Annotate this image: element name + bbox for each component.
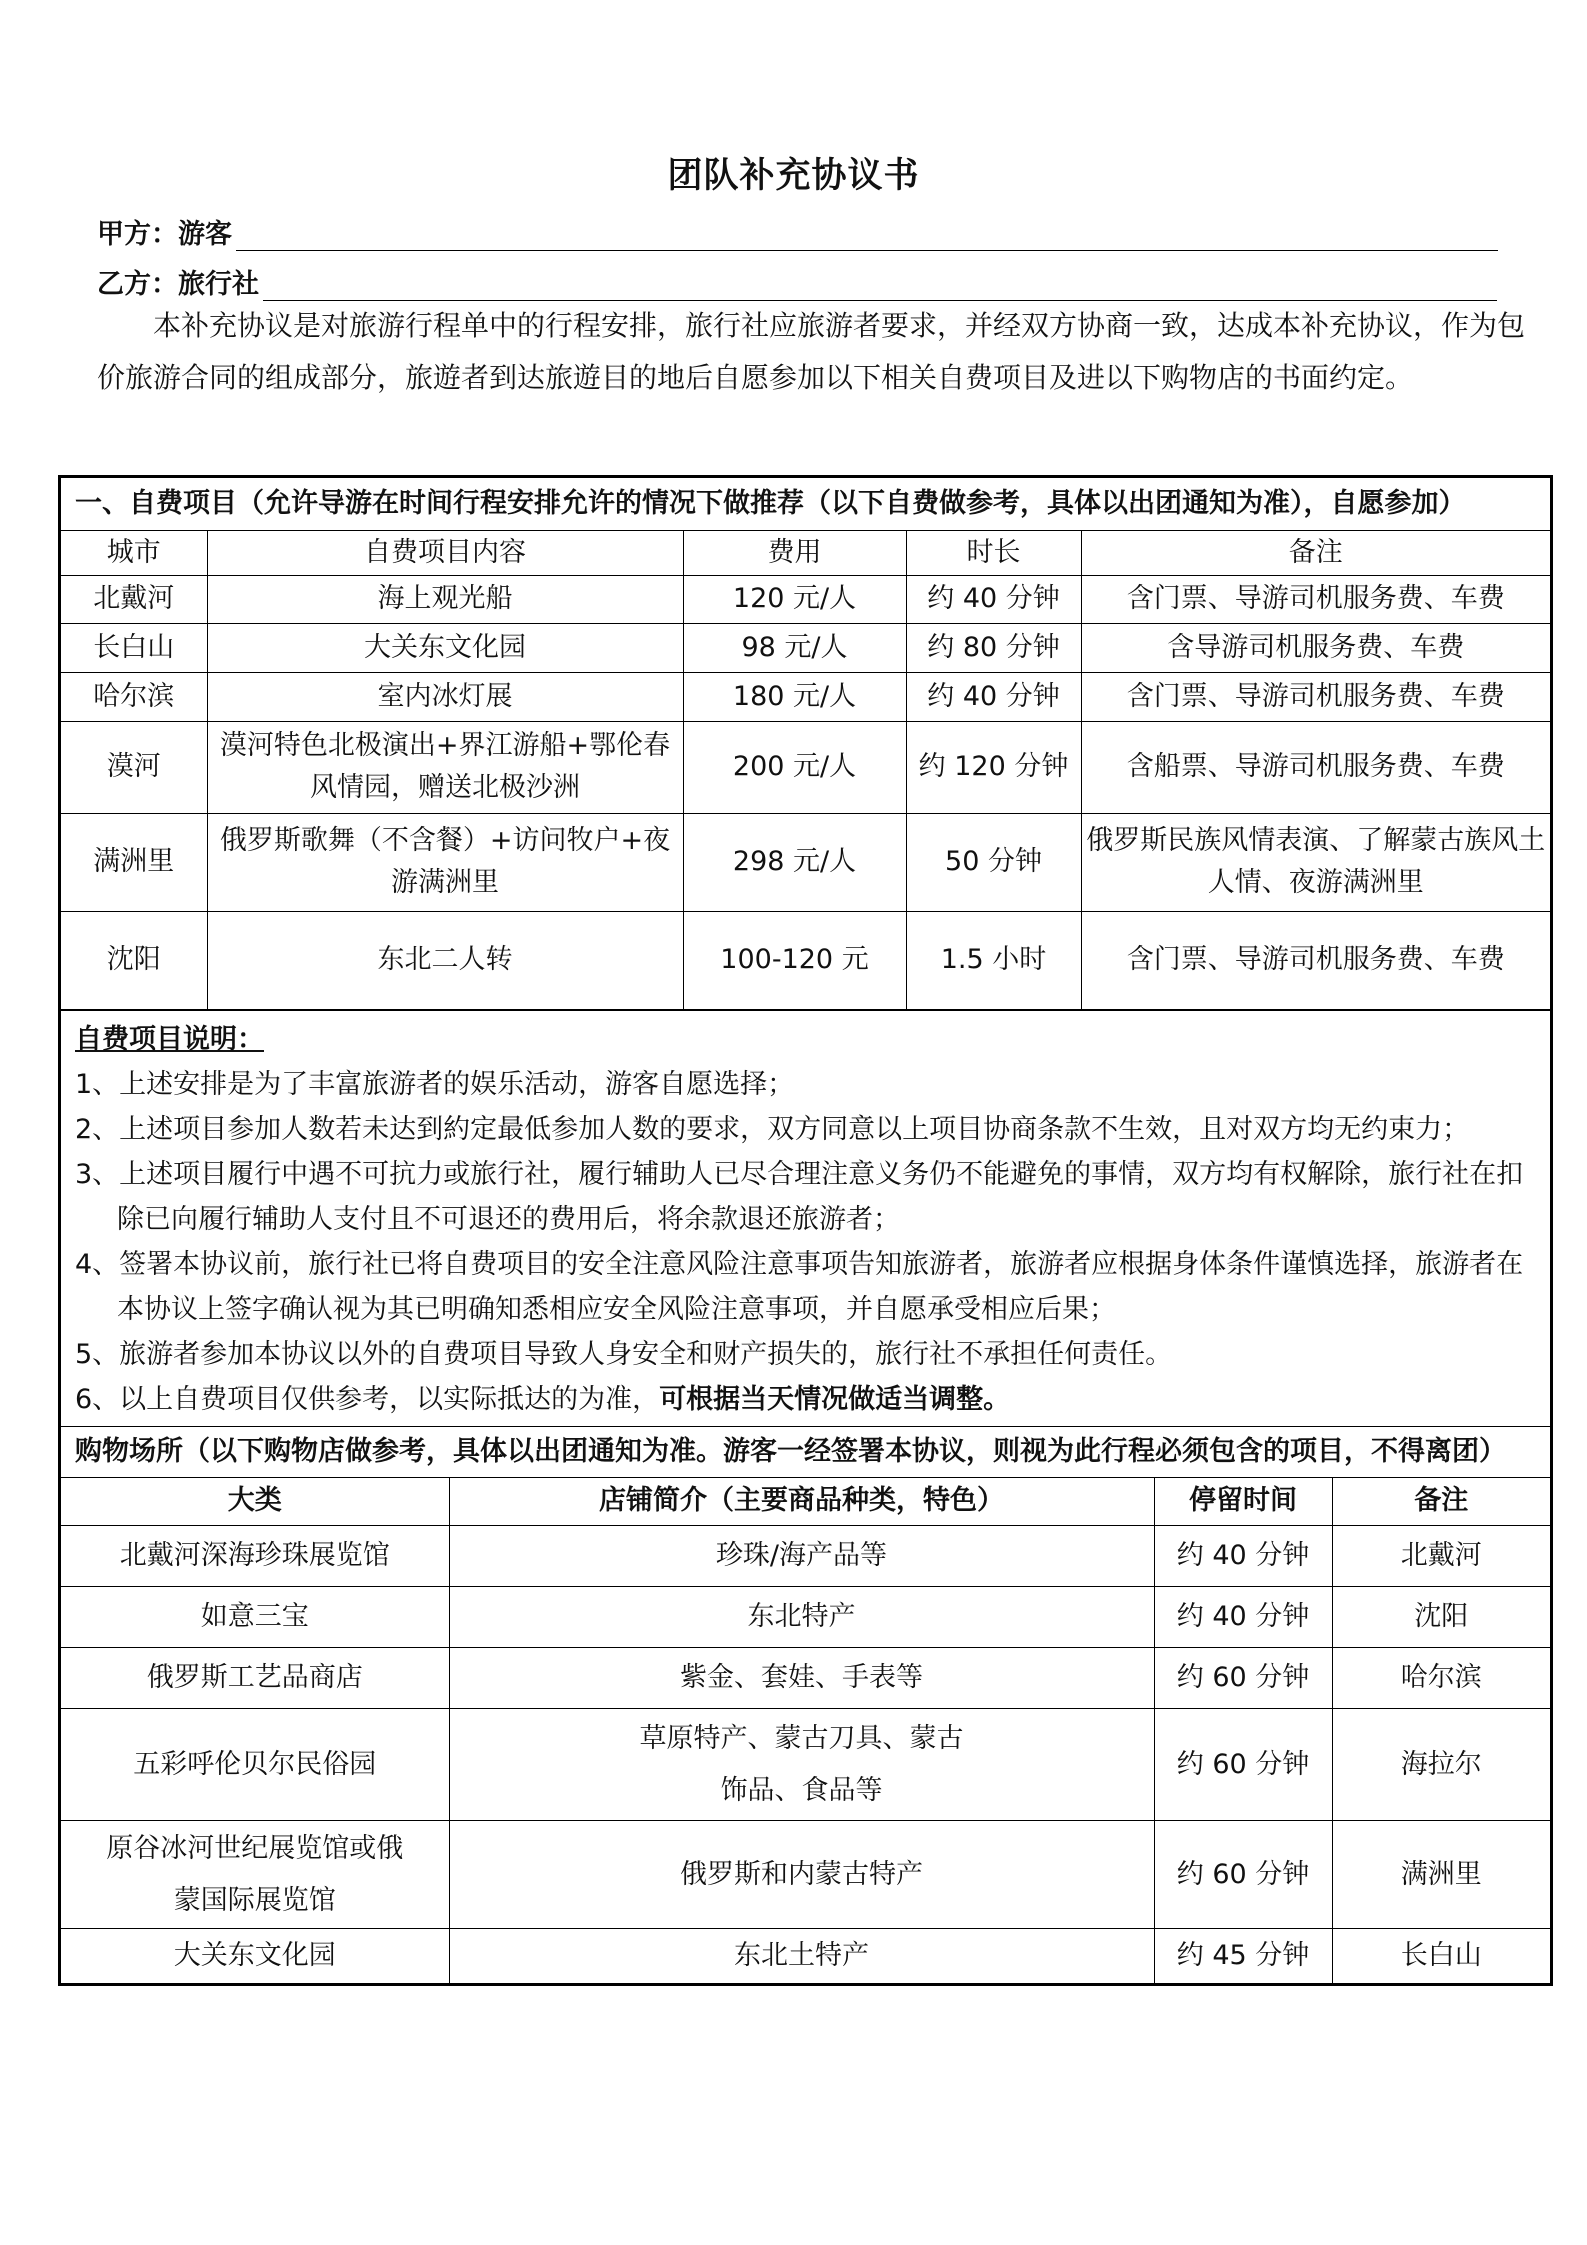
cell-shop-name: 如意三宝 [61, 1587, 449, 1648]
document-title: 团队补充协议书 [667, 156, 920, 196]
party-a-label: 甲方：游客 [97, 219, 232, 250]
cell-remark: 含导游司机服务费、车费 [1081, 623, 1550, 672]
cell-content: 漠河特色北极演出+界江游船+鄂伦春风情园，赠送北极沙洲 [207, 721, 683, 813]
cell-remark: 俄罗斯民族风情表演、了解蒙古族风土人情、夜游满洲里 [1081, 813, 1550, 911]
note-item: 3、上述项目履行中遇不可抗力或旅行社，履行辅助人已尽合理注意义务仍不能避免的事情，双方均有权解除，旅行社在扣除已向履行辅助人支付且不可退还的费用后，将余款退还旅游者； [75, 1158, 1524, 1235]
cell-duration: 约 40 分钟 [906, 575, 1081, 623]
agreement-frame [58, 475, 1553, 1986]
table-row [61, 1821, 1550, 1929]
cell-fee: 100-120 元 [683, 911, 906, 1009]
cell-city: 漠河 [61, 721, 207, 813]
cell-city: 北戴河 [61, 575, 207, 623]
party-b-label: 乙方：旅行社 [97, 269, 259, 300]
cell-stay: 约 60 分钟 [1154, 1821, 1332, 1929]
table-row [61, 1648, 1550, 1709]
cell-duration: 约 80 分钟 [906, 623, 1081, 672]
note-last-text: 6、以上自费项目仅供参考，以实际抵达的为准， [75, 1383, 660, 1415]
cell-shop-desc: 东北特产 [449, 1587, 1154, 1648]
table-row [61, 1587, 1550, 1648]
cell-city: 沈阳 [61, 911, 207, 1009]
cell-remark: 沈阳 [1332, 1587, 1550, 1648]
cell-stay: 约 60 分钟 [1154, 1709, 1332, 1821]
note-item: 4、签署本协议前，旅行社已将自费项目的安全注意风险注意事项告知旅游者，旅游者应根据身体条件谨慎选择，旅游者在本协议上签字确认视为其已明确知悉相应安全风险注意事项，并自愿承受相应后果； [75, 1248, 1524, 1325]
cell-content: 室内冰灯展 [207, 672, 683, 721]
cell-fee: 200 元/人 [683, 721, 906, 813]
cell-remark: 含门票、导游司机服务费、车费 [1081, 672, 1550, 721]
optional-items-table [61, 531, 1550, 1010]
table-row [61, 1526, 1550, 1587]
table-row [61, 813, 1550, 911]
cell-shop-desc: 草原特产、蒙古刀具、蒙古饰品、食品等 [449, 1709, 1154, 1821]
cell-remark: 含船票、导游司机服务费、车费 [1081, 721, 1550, 813]
cell-duration: 约 120 分钟 [906, 721, 1081, 813]
table-row [61, 575, 1550, 623]
cell-fee: 120 元/人 [683, 575, 906, 623]
header-shop-intro: 店铺简介（主要商品种类，特色） [449, 1478, 1154, 1526]
cell-city: 哈尔滨 [61, 672, 207, 721]
cell-remark: 长白山 [1332, 1929, 1550, 1983]
table-row [61, 1709, 1550, 1821]
cell-shop-desc: 东北土特产 [449, 1929, 1154, 1983]
party-b-blank[interactable] [263, 270, 1497, 301]
cell-remark: 满洲里 [1332, 1821, 1550, 1929]
cell-stay: 约 40 分钟 [1154, 1587, 1332, 1648]
table-row [61, 672, 1550, 721]
cell-fee: 180 元/人 [683, 672, 906, 721]
note-item: 2、上述项目参加人数若未达到約定最低参加人数的要求，双方同意以上项目协商条款不生效，且对双方均无约束力； [75, 1113, 1470, 1145]
note-item: 1、上述安排是为了丰富旅游者的娱乐活动，游客自愿选择； [75, 1068, 795, 1100]
cell-content: 海上观光船 [207, 575, 683, 623]
cell-content: 东北二人转 [207, 911, 683, 1009]
cell-shop-desc: 紫金、套娃、手表等 [449, 1648, 1154, 1709]
cell-shop-desc: 俄罗斯和内蒙古特产 [449, 1821, 1154, 1929]
table-header-row [61, 1478, 1550, 1526]
cell-remark: 北戴河 [1332, 1526, 1550, 1587]
intro-paragraph [97, 300, 1537, 404]
cell-city: 满洲里 [61, 813, 207, 911]
table-header-row [61, 531, 1550, 575]
cell-shop-name: 五彩呼伦贝尔民俗园 [61, 1709, 449, 1821]
cell-shop-desc: 珍珠/海产品等 [449, 1526, 1154, 1587]
header-fee: 费用 [683, 531, 906, 575]
cell-fee: 298 元/人 [683, 813, 906, 911]
cell-city: 长白山 [61, 623, 207, 672]
header-city: 城市 [61, 531, 207, 575]
cell-content: 大关东文化园 [207, 623, 683, 672]
cell-remark: 含门票、导游司机服务费、车费 [1081, 911, 1550, 1009]
cell-fee: 98 元/人 [683, 623, 906, 672]
cell-stay: 约 60 分钟 [1154, 1648, 1332, 1709]
table-row [61, 721, 1550, 813]
cell-shop-name: 北戴河深海珍珠展览馆 [61, 1526, 449, 1587]
cell-shop-name: 大关东文化园 [61, 1929, 449, 1983]
header-content: 自费项目内容 [207, 531, 683, 575]
cell-shop-name: 俄罗斯工艺品商店 [61, 1648, 449, 1709]
party-a-line [97, 212, 1498, 251]
header-duration: 时长 [906, 531, 1081, 575]
header-stay-time: 停留时间 [1154, 1478, 1332, 1526]
shopping-table [61, 1478, 1550, 1983]
shopping-heading: 购物场所（以下购物店做参考，具体以出团通知为准。游客一经签署本协议，则视为此行程必须包含的项目，不得离团） [61, 1426, 1550, 1477]
cell-remark: 海拉尔 [1332, 1709, 1550, 1821]
cell-shop-name: 原谷冰河世纪展览馆或俄蒙国际展览馆 [61, 1821, 449, 1929]
optional-items-notes [61, 1010, 1550, 1426]
cell-duration: 50 分钟 [906, 813, 1081, 911]
cell-remark: 哈尔滨 [1332, 1648, 1550, 1709]
table-row [61, 1929, 1550, 1983]
note-item: 5、旅游者参加本协议以外的自费项目导致人身安全和财产损失的，旅行社不承担任何责任。 [75, 1338, 1173, 1370]
cell-duration: 1.5 小时 [906, 911, 1081, 1009]
party-b-line [97, 262, 1497, 301]
table-row [61, 911, 1550, 1009]
optional-items-heading: 一、自费项目（允许导游在时间行程安排允许的情况下做推荐（以下自费做参考，具体以出团通知为准），自愿参加） [61, 478, 1550, 531]
header-remark: 备注 [1081, 531, 1550, 575]
intro-text: 本补充协议是对旅游行程单中的行程安排，旅行社应旅游者要求，并经双方协商一致，达成本补充协议，作为包价旅游合同的组成部分，旅遊者到达旅遊目的地后自愿参加以下相关自费项目及进以下购物店的书面约定。 [97, 309, 1526, 394]
note-item-last [75, 1377, 1536, 1422]
header-remark: 备注 [1332, 1478, 1550, 1526]
notes-title: 自费项目说明： [75, 1023, 264, 1055]
cell-remark: 含门票、导游司机服务费、车费 [1081, 575, 1550, 623]
table-row [61, 623, 1550, 672]
header-category: 大类 [61, 1478, 449, 1526]
cell-stay: 约 45 分钟 [1154, 1929, 1332, 1983]
cell-duration: 约 40 分钟 [906, 672, 1081, 721]
party-a-blank[interactable] [236, 220, 1498, 251]
note-last-emphasis: 可根据当天情况做适当调整。 [659, 1383, 1011, 1415]
cell-content: 俄罗斯歌舞（不含餐）+访问牧户+夜游满洲里 [207, 813, 683, 911]
cell-stay: 约 40 分钟 [1154, 1526, 1332, 1587]
